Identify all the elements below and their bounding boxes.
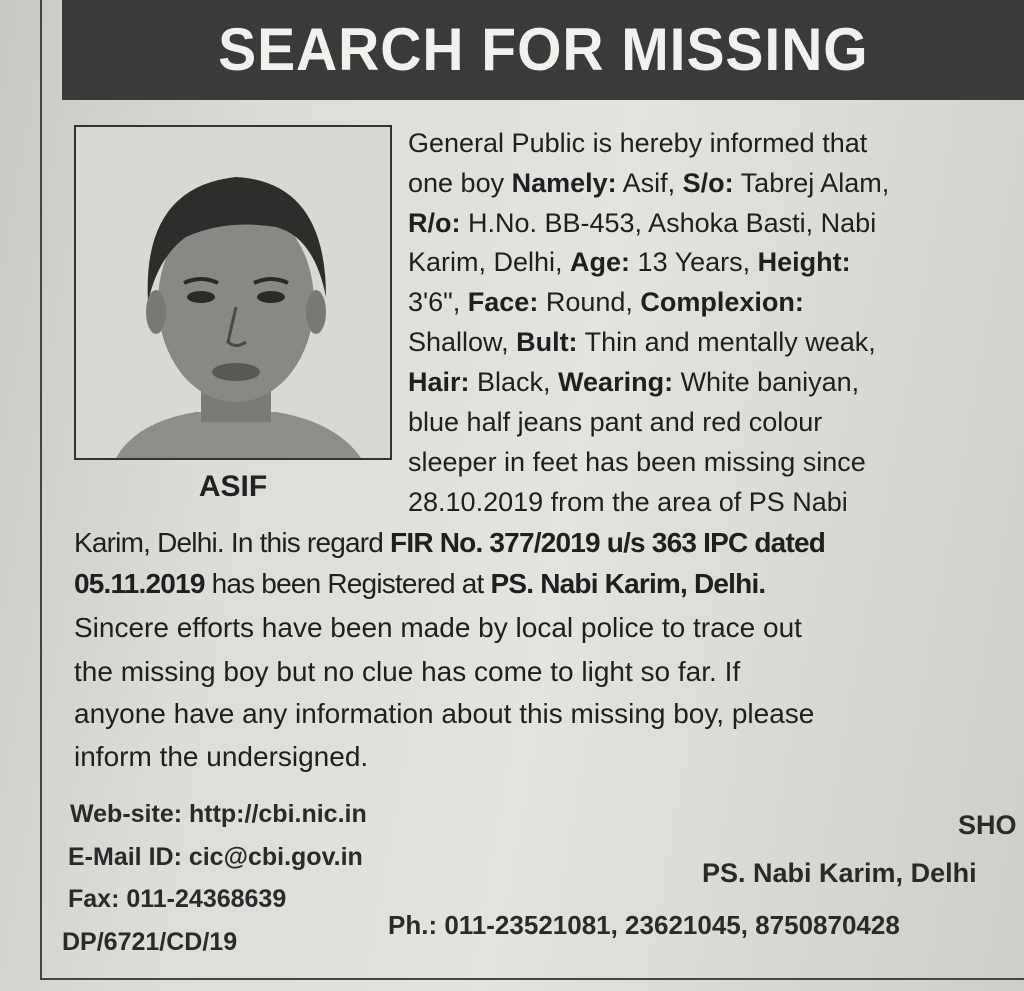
portrait-illustration xyxy=(76,127,390,458)
email-contact: E-Mail ID: cic@cbi.gov.in xyxy=(68,843,363,871)
text-line: Sincere efforts have been made by local police to trace out xyxy=(74,612,802,643)
text-line: anyone have any information about this missing boy, please xyxy=(74,698,815,729)
text-line: General Public is hereby informed that xyxy=(408,128,868,158)
text-line: one boy Namely: Asif, S/o: Tabrej Alam, xyxy=(408,168,890,198)
fax-number: Fax: 011-24368639 xyxy=(68,885,287,913)
text-line: 05.11.2019 has been Registered at PS. Nabi Karim, Delhi. xyxy=(74,568,766,599)
text-line: inform the undersigned. xyxy=(74,741,369,772)
text-line: Karim, Delhi, Age: 13 Years, Height: xyxy=(408,247,851,277)
ad-code: DP/6721/CD/19 xyxy=(62,928,238,956)
notice-title: SEARCH FOR MISSING xyxy=(217,16,869,83)
text-line: 3'6", Face: Round, Complexion: xyxy=(408,287,804,317)
website-link: Web-site: http://cbi.nic.in xyxy=(70,800,367,828)
text-line: blue half jeans pant and red colour xyxy=(408,407,823,437)
text-line: Shallow, Bult: Thin and mentally weak, xyxy=(408,327,876,357)
text-line: 28.10.2019 from the area of PS Nabi xyxy=(408,487,848,517)
notice-header xyxy=(62,0,1024,100)
text-line: Hair: Black, Wearing: White baniyan, xyxy=(408,367,860,397)
sho-title: SHO xyxy=(958,810,1017,840)
photo-caption: ASIF xyxy=(198,470,268,503)
text-line: sleeper in feet has been missing since xyxy=(408,447,866,477)
phone-numbers: Ph.: 011-23521081, 23621045, 8750870428 xyxy=(388,910,900,940)
text-line: R/o: H.No. BB-453, Ashoka Basti, Nabi xyxy=(408,208,877,238)
police-station: PS. Nabi Karim, Delhi xyxy=(702,858,977,888)
missing-person-photo xyxy=(74,125,392,460)
text-line: Karim, Delhi. In this regard FIR No. 377/2019 u/s 363 IPC dated xyxy=(74,527,826,558)
text-line: the missing boy but no clue has come to light so far. If xyxy=(74,656,741,687)
